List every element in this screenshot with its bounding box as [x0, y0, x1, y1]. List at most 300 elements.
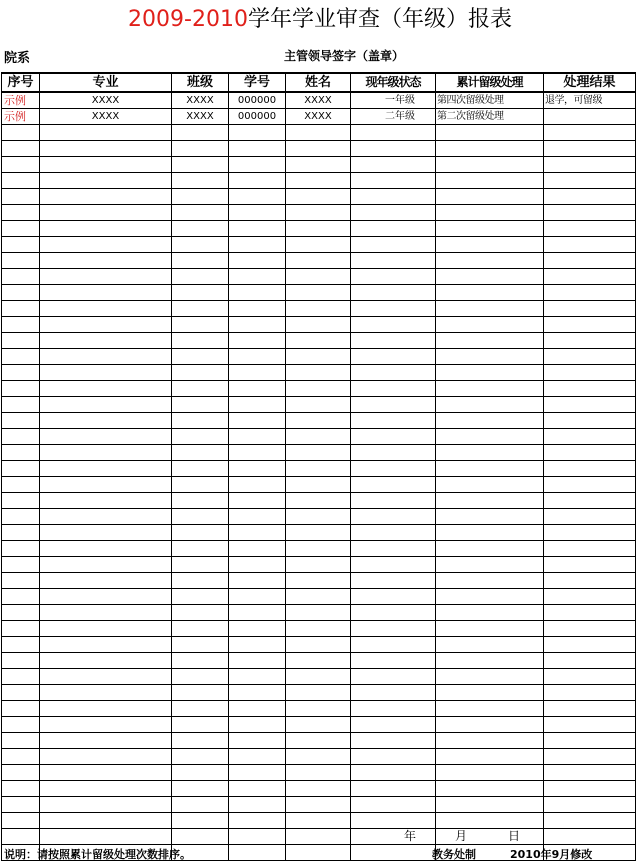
empty-cell	[436, 509, 544, 525]
empty-cell	[286, 253, 351, 269]
empty-cell	[172, 797, 229, 813]
empty-cell	[229, 621, 286, 637]
empty-table-row	[2, 797, 636, 813]
empty-cell	[40, 829, 172, 845]
empty-cell	[436, 301, 544, 317]
empty-cell	[2, 413, 40, 429]
empty-cell	[2, 557, 40, 573]
empty-cell	[436, 333, 544, 349]
empty-cell	[286, 589, 351, 605]
empty-cell	[544, 189, 636, 205]
empty-cell	[229, 413, 286, 429]
empty-cell	[544, 749, 636, 765]
empty-cell	[40, 525, 172, 541]
empty-cell	[2, 285, 40, 301]
empty-cell	[286, 781, 351, 797]
empty-cell	[544, 573, 636, 589]
empty-cell	[286, 813, 351, 829]
empty-table-row	[2, 781, 636, 797]
empty-cell	[40, 797, 172, 813]
empty-cell	[229, 141, 286, 157]
empty-cell	[351, 781, 436, 797]
empty-cell	[436, 381, 544, 397]
empty-table-row	[2, 493, 636, 509]
empty-cell	[229, 653, 286, 669]
empty-cell	[286, 285, 351, 301]
empty-cell	[436, 205, 544, 221]
empty-cell	[2, 621, 40, 637]
empty-cell	[172, 637, 229, 653]
empty-cell	[40, 445, 172, 461]
empty-cell	[172, 285, 229, 301]
empty-cell	[2, 829, 40, 845]
empty-cell	[40, 365, 172, 381]
empty-cell	[229, 781, 286, 797]
empty-cell	[229, 573, 286, 589]
empty-cell	[286, 797, 351, 813]
empty-cell	[2, 317, 40, 333]
empty-cell	[286, 637, 351, 653]
empty-cell	[544, 541, 636, 557]
cell-major: XXXX	[40, 92, 172, 109]
empty-cell	[286, 429, 351, 445]
empty-table-row	[2, 813, 636, 829]
empty-cell	[2, 653, 40, 669]
empty-cell	[286, 205, 351, 221]
empty-cell	[351, 845, 436, 861]
empty-table-row	[2, 189, 636, 205]
empty-cell	[229, 189, 286, 205]
empty-cell	[172, 525, 229, 541]
cell-name: XXXX	[286, 109, 351, 125]
empty-cell	[172, 557, 229, 573]
empty-cell	[351, 205, 436, 221]
empty-cell	[544, 829, 636, 845]
cell-result	[544, 109, 636, 125]
empty-cell	[40, 237, 172, 253]
empty-cell	[436, 125, 544, 141]
empty-cell	[229, 173, 286, 189]
empty-cell	[2, 637, 40, 653]
empty-table-row	[2, 445, 636, 461]
empty-cell	[286, 477, 351, 493]
col-header-student-id: 学号	[229, 73, 286, 92]
empty-cell	[172, 477, 229, 493]
empty-cell	[286, 189, 351, 205]
empty-cell	[229, 493, 286, 509]
empty-cell	[229, 589, 286, 605]
empty-cell	[544, 589, 636, 605]
empty-cell	[229, 477, 286, 493]
empty-cell	[544, 253, 636, 269]
col-header-name: 姓名	[286, 73, 351, 92]
empty-cell	[229, 525, 286, 541]
empty-cell	[351, 525, 436, 541]
empty-cell	[351, 189, 436, 205]
empty-cell	[40, 285, 172, 301]
empty-cell	[286, 349, 351, 365]
empty-cell	[286, 557, 351, 573]
empty-cell	[172, 237, 229, 253]
empty-cell	[40, 349, 172, 365]
empty-cell	[351, 509, 436, 525]
empty-cell	[436, 429, 544, 445]
empty-cell	[286, 733, 351, 749]
leader-signature-label: 主管领导签字（盖章）	[284, 49, 405, 63]
col-header-retention: 累计留级处理	[436, 73, 544, 92]
empty-cell	[544, 509, 636, 525]
empty-cell	[436, 685, 544, 701]
empty-cell	[2, 509, 40, 525]
empty-cell	[40, 541, 172, 557]
empty-cell	[351, 381, 436, 397]
empty-cell	[172, 189, 229, 205]
empty-cell	[40, 557, 172, 573]
empty-cell	[544, 733, 636, 749]
empty-cell	[544, 141, 636, 157]
cell-grade-status: 一年级	[351, 92, 436, 109]
empty-cell	[544, 301, 636, 317]
empty-cell	[436, 605, 544, 621]
empty-cell	[40, 669, 172, 685]
date-month-label: 月	[455, 829, 468, 843]
empty-table-row	[2, 413, 636, 429]
empty-cell	[2, 269, 40, 285]
empty-table-row	[2, 125, 636, 141]
empty-cell	[544, 445, 636, 461]
col-header-major: 专业	[40, 73, 172, 92]
empty-cell	[172, 445, 229, 461]
empty-cell	[172, 733, 229, 749]
empty-cell	[229, 285, 286, 301]
empty-cell	[172, 749, 229, 765]
empty-cell	[172, 685, 229, 701]
empty-cell	[286, 525, 351, 541]
empty-cell	[436, 413, 544, 429]
empty-cell	[286, 685, 351, 701]
empty-cell	[286, 461, 351, 477]
empty-cell	[40, 717, 172, 733]
empty-cell	[286, 621, 351, 637]
empty-cell	[436, 253, 544, 269]
empty-cell	[40, 509, 172, 525]
empty-cell	[2, 205, 40, 221]
empty-cell	[436, 189, 544, 205]
empty-cell	[40, 813, 172, 829]
empty-cell	[351, 221, 436, 237]
empty-cell	[286, 845, 351, 861]
empty-cell	[351, 733, 436, 749]
empty-cell	[172, 541, 229, 557]
empty-cell	[351, 445, 436, 461]
cell-result: 退学，可留级	[544, 92, 636, 109]
empty-cell	[172, 349, 229, 365]
empty-cell	[40, 317, 172, 333]
empty-cell	[351, 253, 436, 269]
empty-cell	[2, 573, 40, 589]
department-label: 院系	[4, 51, 31, 66]
empty-cell	[40, 429, 172, 445]
empty-cell	[40, 269, 172, 285]
empty-cell	[2, 365, 40, 381]
empty-cell	[172, 333, 229, 349]
empty-cell	[229, 637, 286, 653]
empty-cell	[229, 125, 286, 141]
empty-cell	[40, 781, 172, 797]
empty-cell	[40, 621, 172, 637]
empty-cell	[351, 749, 436, 765]
empty-cell	[2, 541, 40, 557]
empty-table-row	[2, 317, 636, 333]
empty-cell	[351, 365, 436, 381]
date-year-label: 年	[404, 829, 417, 843]
empty-cell	[172, 653, 229, 669]
cell-class: XXXX	[172, 92, 229, 109]
empty-table-row	[2, 685, 636, 701]
empty-cell	[286, 301, 351, 317]
empty-table-row	[2, 637, 636, 653]
empty-cell	[229, 845, 286, 861]
empty-cell	[229, 237, 286, 253]
empty-table-row	[2, 301, 636, 317]
empty-cell	[351, 157, 436, 173]
empty-cell	[436, 493, 544, 509]
empty-cell	[544, 765, 636, 781]
empty-cell	[544, 157, 636, 173]
col-header-seq: 序号	[2, 73, 40, 92]
empty-cell	[351, 285, 436, 301]
empty-cell	[172, 205, 229, 221]
empty-cell	[286, 605, 351, 621]
empty-cell	[544, 429, 636, 445]
empty-cell	[229, 749, 286, 765]
empty-cell	[229, 813, 286, 829]
empty-cell	[229, 829, 286, 845]
date-day-label: 日	[508, 829, 521, 843]
empty-cell	[351, 269, 436, 285]
empty-cell	[2, 749, 40, 765]
empty-cell	[172, 493, 229, 509]
empty-cell	[2, 349, 40, 365]
empty-cell	[351, 397, 436, 413]
table-row	[2, 92, 636, 109]
empty-cell	[544, 221, 636, 237]
empty-cell	[286, 365, 351, 381]
empty-cell	[172, 717, 229, 733]
empty-cell	[544, 637, 636, 653]
empty-cell	[286, 749, 351, 765]
empty-cell	[436, 461, 544, 477]
empty-table-row	[2, 237, 636, 253]
empty-cell	[172, 621, 229, 637]
cell-grade-status: 二年级	[351, 109, 436, 125]
page-title	[0, 6, 640, 34]
empty-cell	[286, 237, 351, 253]
empty-cell	[436, 701, 544, 717]
footer-note: 说明：请按照累计留级处理次数排序。	[4, 848, 191, 861]
empty-table-row	[2, 141, 636, 157]
empty-cell	[2, 397, 40, 413]
empty-cell	[229, 797, 286, 813]
empty-cell	[40, 765, 172, 781]
empty-cell	[436, 637, 544, 653]
empty-cell	[2, 813, 40, 829]
empty-cell	[286, 509, 351, 525]
empty-cell	[544, 477, 636, 493]
empty-cell	[351, 541, 436, 557]
empty-cell	[436, 557, 544, 573]
empty-cell	[436, 525, 544, 541]
empty-cell	[229, 157, 286, 173]
empty-cell	[2, 381, 40, 397]
cell-seq: 示例	[2, 92, 40, 109]
empty-cell	[229, 253, 286, 269]
empty-cell	[2, 701, 40, 717]
empty-table-row	[2, 509, 636, 525]
empty-cell	[40, 221, 172, 237]
title-year: 2009-2010	[128, 7, 248, 32]
empty-table-row	[2, 429, 636, 445]
empty-cell	[436, 157, 544, 173]
empty-cell	[351, 461, 436, 477]
empty-cell	[544, 205, 636, 221]
empty-cell	[286, 413, 351, 429]
empty-cell	[544, 381, 636, 397]
empty-cell	[229, 733, 286, 749]
empty-cell	[229, 605, 286, 621]
empty-cell	[172, 813, 229, 829]
empty-cell	[436, 541, 544, 557]
empty-cell	[351, 717, 436, 733]
empty-cell	[2, 141, 40, 157]
empty-cell	[40, 589, 172, 605]
empty-cell	[436, 317, 544, 333]
empty-cell	[351, 813, 436, 829]
empty-cell	[40, 493, 172, 509]
empty-cell	[2, 669, 40, 685]
empty-cell	[436, 829, 544, 845]
empty-cell	[544, 605, 636, 621]
empty-cell	[172, 301, 229, 317]
empty-cell	[2, 461, 40, 477]
empty-cell	[436, 733, 544, 749]
empty-cell	[229, 701, 286, 717]
empty-cell	[544, 365, 636, 381]
empty-table-row	[2, 333, 636, 349]
empty-cell	[2, 589, 40, 605]
empty-cell	[286, 125, 351, 141]
empty-cell	[229, 541, 286, 557]
empty-cell	[229, 509, 286, 525]
empty-cell	[286, 269, 351, 285]
empty-cell	[351, 477, 436, 493]
empty-table-row	[2, 381, 636, 397]
empty-cell	[286, 829, 351, 845]
empty-cell	[286, 493, 351, 509]
empty-cell	[544, 797, 636, 813]
empty-cell	[286, 141, 351, 157]
empty-cell	[40, 301, 172, 317]
empty-cell	[436, 221, 544, 237]
empty-cell	[172, 221, 229, 237]
empty-table-row	[2, 717, 636, 733]
empty-table-row	[2, 701, 636, 717]
empty-cell	[2, 429, 40, 445]
empty-cell	[436, 445, 544, 461]
footer-revised: 2010年9月修改	[510, 848, 593, 861]
empty-cell	[351, 621, 436, 637]
empty-cell	[544, 557, 636, 573]
empty-cell	[436, 573, 544, 589]
empty-cell	[436, 477, 544, 493]
empty-cell	[229, 301, 286, 317]
empty-cell	[544, 701, 636, 717]
empty-cell	[172, 509, 229, 525]
empty-cell	[2, 125, 40, 141]
empty-cell	[229, 669, 286, 685]
empty-cell	[351, 829, 436, 845]
empty-cell	[436, 669, 544, 685]
empty-cell	[172, 429, 229, 445]
empty-cell	[436, 717, 544, 733]
empty-cell	[40, 685, 172, 701]
empty-cell	[286, 157, 351, 173]
empty-cell	[436, 589, 544, 605]
col-header-grade-status: 现年级状态	[351, 73, 436, 92]
empty-cell	[544, 669, 636, 685]
empty-cell	[436, 141, 544, 157]
empty-cell	[40, 189, 172, 205]
empty-cell	[351, 685, 436, 701]
empty-cell	[544, 173, 636, 189]
empty-cell	[286, 765, 351, 781]
empty-table-row	[2, 573, 636, 589]
cell-student-id: 000000	[229, 92, 286, 109]
empty-cell	[229, 333, 286, 349]
empty-cell	[172, 573, 229, 589]
empty-cell	[172, 781, 229, 797]
empty-cell	[229, 685, 286, 701]
empty-table-row	[2, 653, 636, 669]
cell-major: XXXX	[40, 109, 172, 125]
empty-table-row	[2, 285, 636, 301]
empty-cell	[351, 797, 436, 813]
empty-cell	[2, 237, 40, 253]
empty-table-row	[2, 253, 636, 269]
empty-cell	[544, 269, 636, 285]
empty-cell	[229, 349, 286, 365]
empty-cell	[40, 173, 172, 189]
empty-cell	[2, 685, 40, 701]
table-header-row	[2, 73, 636, 92]
empty-cell	[544, 349, 636, 365]
empty-cell	[286, 701, 351, 717]
col-header-result: 处理结果	[544, 73, 636, 92]
empty-cell	[229, 429, 286, 445]
empty-cell	[40, 477, 172, 493]
empty-table-row	[2, 557, 636, 573]
empty-cell	[229, 765, 286, 781]
empty-cell	[351, 493, 436, 509]
cell-class: XXXX	[172, 109, 229, 125]
empty-cell	[2, 797, 40, 813]
empty-cell	[286, 653, 351, 669]
empty-cell	[286, 717, 351, 733]
empty-table-row	[2, 541, 636, 557]
empty-table-row	[2, 621, 636, 637]
empty-cell	[229, 557, 286, 573]
empty-cell	[351, 573, 436, 589]
